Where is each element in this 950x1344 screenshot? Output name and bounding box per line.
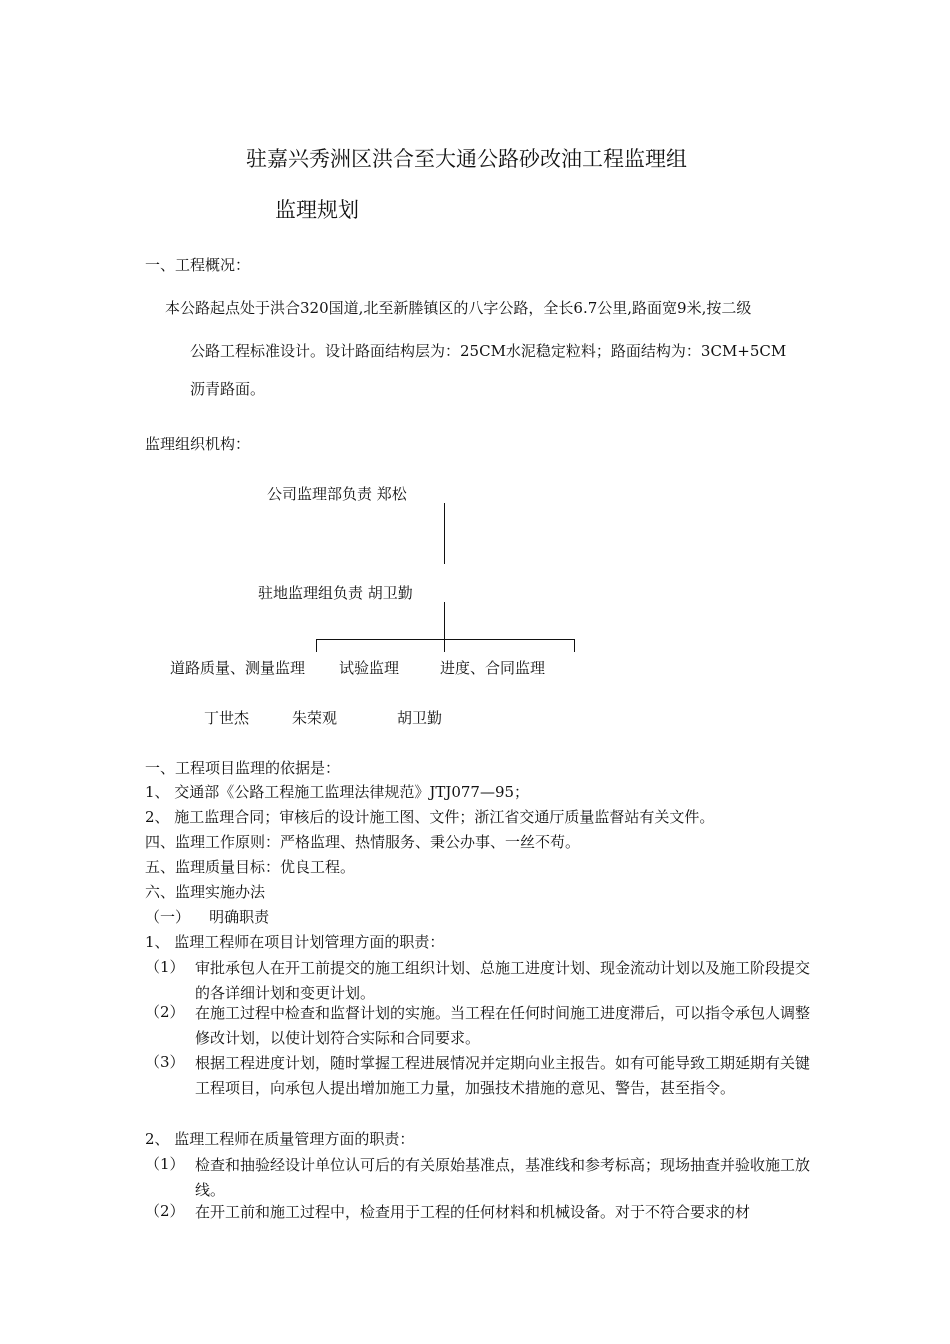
overview-heading: 一、工程概况：	[145, 256, 251, 274]
quality-duty-heading: 2、 监理工程师在质量管理方面的职责：	[145, 1130, 415, 1148]
list-item-text: 审批承包人在开工前提交的施工组织计划、总施工进度计划、现金流动计划以及施工阶段提交的各详细计划和变更计划。	[195, 959, 811, 1002]
overview-line-1: 本公路起点处于洪合320国道,北至新塍镇区的八字公路，全长6.7公里,路面宽9米,按二级	[165, 299, 752, 317]
plan-duty-heading: 1、 监理工程师在项目计划管理方面的职责：	[145, 933, 445, 951]
goal-line: 五、监理质量目标：优良工程。	[145, 858, 356, 876]
basis-item-1: 1、 交通部《公路工程施工监理法律规范》JTJ077—95；	[145, 783, 530, 801]
list-item	[145, 1001, 810, 1051]
org-branch-tick-left	[316, 639, 317, 652]
org-branch-tick-right	[574, 639, 575, 652]
org-branch-quality: 道路质量、测量监理	[170, 659, 306, 677]
method-heading: 六、监理实施办法	[145, 883, 266, 901]
org-person-3: 胡卫勤	[397, 709, 443, 727]
list-item-text: 根据工程进度计划，随时掌握工程进展情况并定期向业主报告。如有可能导致工期延期有关键工程项目，向承包人提出增加施工力量，加强技术措施的意见、警告，甚至指令。	[195, 1054, 811, 1097]
org-middle-node: 驻地监理组负责 胡卫勤	[258, 584, 413, 602]
list-item	[145, 1200, 810, 1230]
document-subtitle: 监理规划	[275, 198, 359, 222]
org-person-2: 朱荣观	[292, 709, 338, 727]
org-heading: 监理组织机构：	[145, 435, 251, 453]
overview-line-2: 公路工程标准设计。设计路面结构层为：25CM水泥稳定粒料；路面结构为：3CM+5CM	[190, 342, 787, 360]
org-connector-top	[444, 503, 445, 564]
list-item	[145, 1153, 810, 1203]
list-item-text: 在施工过程中检查和监督计划的实施。当工程在任何时间施工进度滞后，可以指令承包人调整修改计划，以使计划符合实际和合同要求。	[195, 1004, 811, 1047]
basis-item-2: 2、 施工监理合同；审核后的设计施工图、文件；浙江省交通厅质量监督站有关文件。	[145, 808, 715, 826]
principle-line: 四、监理工作原则：严格监理、热情服务、秉公办事、一丝不苟。	[145, 833, 581, 851]
duty-heading: （一） 明确职责	[145, 908, 270, 926]
list-item-text: 检查和抽验经设计单位认可后的有关原始基准点，基准线和参考标高；现场抽查并验收施工放线。	[195, 1156, 811, 1199]
overview-line-3: 沥青路面。	[190, 380, 266, 398]
list-item	[145, 956, 810, 1006]
list-item-number: （1）	[145, 958, 185, 976]
org-top-node: 公司监理部负责 郑松	[267, 485, 407, 503]
list-item-text: 在开工前和施工过程中，检查用于工程的任何材料和机械设备。对于不符合要求的材	[195, 1203, 751, 1221]
org-connector-middle	[444, 602, 445, 652]
basis-heading: 一、工程项目监理的依据是：	[145, 759, 341, 777]
list-item	[145, 1051, 810, 1126]
list-item-number: （2）	[145, 1202, 185, 1220]
document-title: 驻嘉兴秀洲区洪合至大通公路砂改油工程监理组	[246, 147, 687, 171]
list-item-number: （3）	[145, 1053, 185, 1071]
org-branch-test: 试验监理	[339, 659, 400, 677]
list-item-number: （1）	[145, 1155, 185, 1173]
org-branch-progress: 进度、合同监理	[440, 659, 546, 677]
org-person-1: 丁世杰	[204, 709, 250, 727]
list-item-number: （2）	[145, 1003, 185, 1021]
org-branch-bar	[316, 639, 575, 640]
